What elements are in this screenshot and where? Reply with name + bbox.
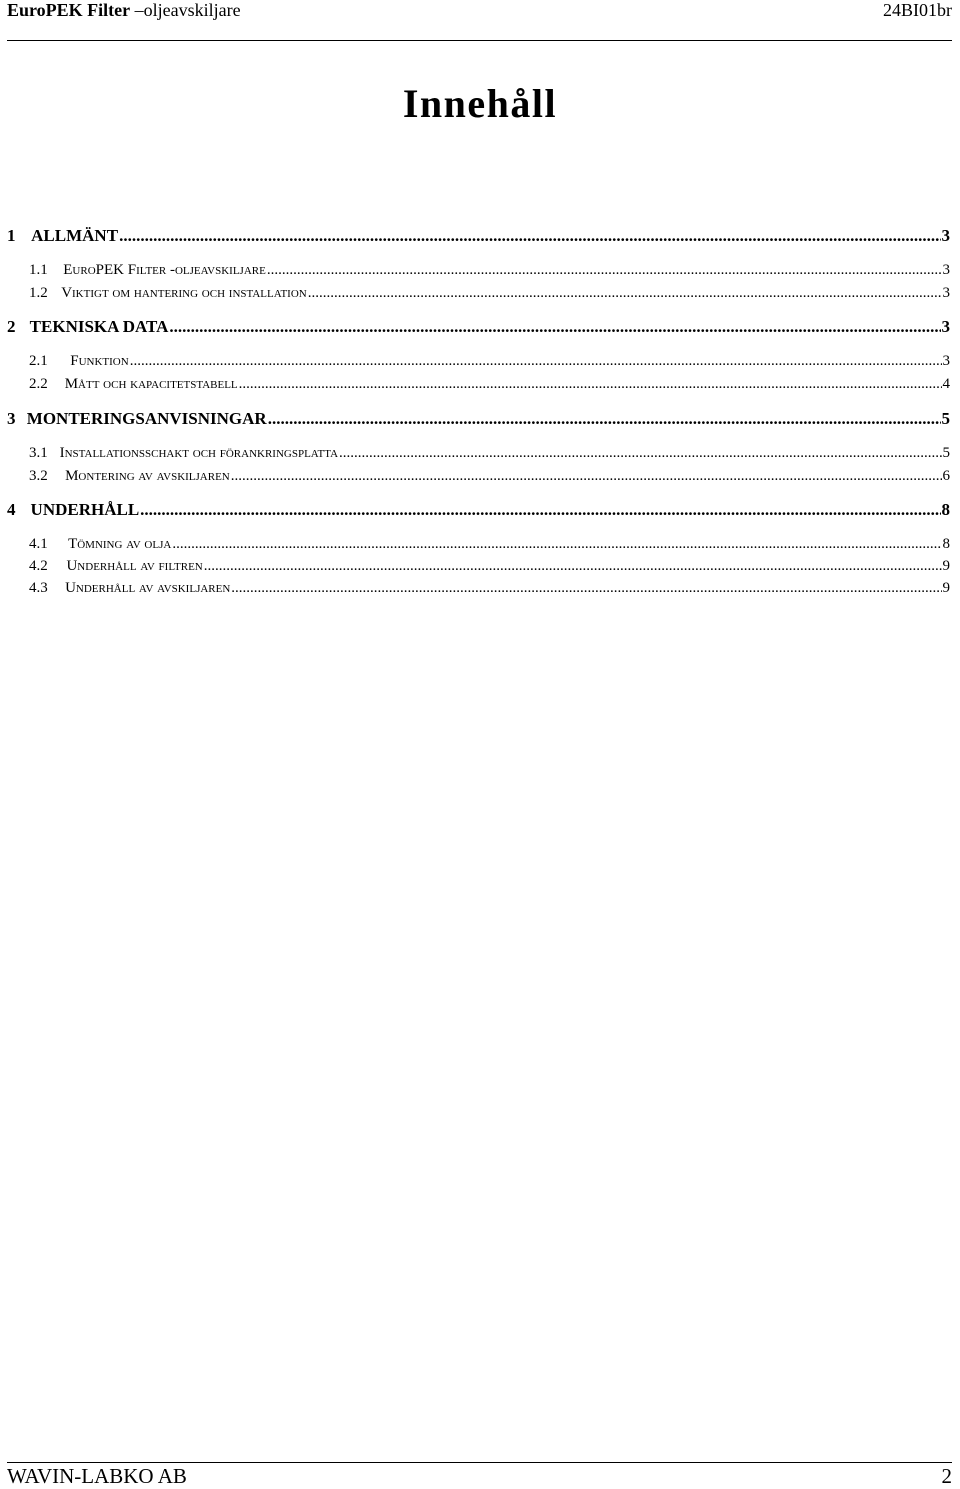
toc-label: Viktigt om hantering och installation: [61, 285, 307, 301]
toc-number: 1.1: [29, 262, 48, 278]
toc-page: 4: [942, 376, 950, 392]
toc-page: 8: [941, 500, 950, 519]
toc-label: UNDERHÅLL: [30, 500, 140, 519]
toc-number: 3.2: [29, 468, 48, 484]
toc-page: 3: [942, 353, 950, 369]
toc-page: 9: [942, 580, 950, 596]
toc-label: Tömning av olja: [68, 536, 172, 552]
footer-page-number: 2: [941, 1464, 952, 1488]
toc-entry-1[interactable]: [7, 226, 950, 246]
toc-page: 3: [941, 317, 950, 336]
toc-leader: [172, 536, 941, 553]
toc-page: 5: [941, 409, 950, 428]
header-title: [7, 0, 241, 21]
toc-entry-4-1[interactable]: [7, 536, 950, 553]
toc-label: Underhåll av avskiljaren: [65, 580, 231, 596]
toc-number: 3: [7, 409, 16, 428]
toc-leader: [239, 376, 942, 393]
toc-label: Funktion: [70, 353, 129, 369]
toc-entry-3[interactable]: [7, 409, 950, 429]
toc-number: 2.1: [29, 353, 48, 369]
toc-leader: [231, 468, 942, 485]
toc-number: 1.2: [29, 285, 48, 301]
toc-number: 4.1: [29, 536, 48, 552]
toc-number: 1: [7, 226, 16, 245]
toc-entry-2-1[interactable]: [7, 353, 950, 370]
header-product-subtitle: –oljeavskiljare: [130, 0, 241, 20]
toc-entry-3-1[interactable]: [7, 445, 950, 462]
toc-page: 3: [941, 226, 950, 245]
toc-entry-4[interactable]: [7, 500, 950, 520]
toc-number: 4: [7, 500, 16, 519]
toc-number: 4.3: [29, 580, 48, 596]
page-title: Innehåll: [402, 81, 558, 126]
toc-entry-2-2[interactable]: [7, 376, 950, 393]
toc-page: 9: [942, 558, 950, 574]
toc-leader: [119, 226, 940, 246]
toc-leader: [140, 500, 940, 520]
toc-leader: [308, 285, 942, 302]
toc-leader: [268, 409, 941, 429]
toc-label: Underhåll av filtren: [66, 558, 203, 574]
toc-leader: [339, 445, 941, 462]
toc-leader: [130, 353, 942, 370]
toc-entry-2[interactable]: [7, 317, 950, 337]
toc-number: 2.2: [29, 376, 48, 392]
toc-number: 2: [7, 317, 16, 336]
toc-label: MONTERINGSANVISNINGAR: [26, 409, 267, 428]
toc-label: Installationsschakt och förankringsplatta: [59, 445, 339, 461]
footer-company: WAVIN-LABKO AB: [7, 1464, 187, 1488]
toc-entry-1-1[interactable]: [7, 262, 950, 279]
toc-label: TEKNISKA DATA: [29, 317, 169, 336]
toc-label: Mått och kapacitetstabell: [64, 376, 238, 392]
toc-page: 5: [942, 445, 950, 461]
toc-leader: [267, 262, 942, 279]
toc-label: EuroPEK Filter -oljeavskiljare: [63, 262, 266, 278]
toc-label: Montering av avskiljaren: [65, 468, 230, 484]
page-header: [7, 0, 952, 26]
toc-page: 8: [942, 536, 950, 552]
header-divider: [7, 40, 952, 41]
toc-entry-3-2[interactable]: [7, 468, 950, 485]
toc-entry-1-2[interactable]: [7, 285, 950, 302]
toc-leader: [169, 317, 940, 337]
toc-number: 3.1: [29, 445, 48, 461]
toc-page: 6: [942, 468, 950, 484]
toc-entry-4-2[interactable]: [7, 558, 950, 575]
toc-number: 4.2: [29, 558, 48, 574]
header-product-name: EuroPEK Filter: [7, 0, 131, 20]
toc-page: 3: [942, 285, 950, 301]
header-doc-id: 24BI01br: [883, 0, 952, 20]
toc-entry-4-3[interactable]: [7, 580, 950, 597]
footer-divider: [7, 1462, 952, 1463]
toc-label: ALLMÄNT: [31, 226, 119, 245]
toc-leader: [231, 580, 941, 597]
toc-page: 3: [942, 262, 950, 278]
toc-leader: [204, 558, 942, 575]
